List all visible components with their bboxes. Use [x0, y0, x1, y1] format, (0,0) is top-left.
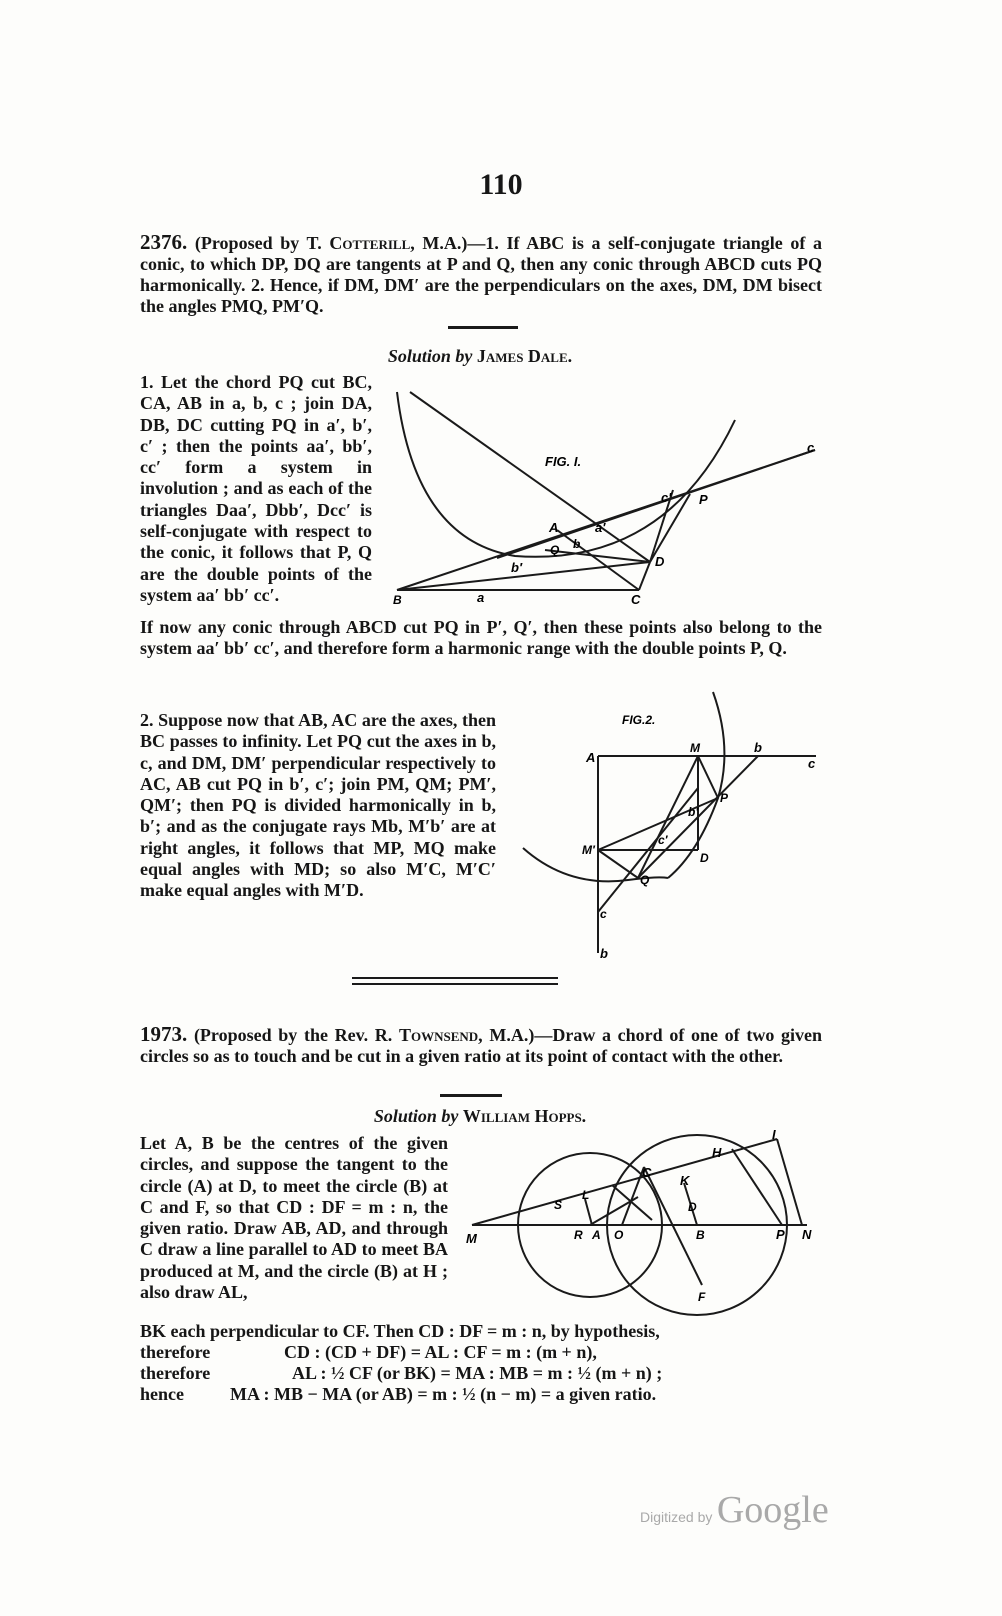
conic-arc — [397, 392, 735, 557]
eq3-label: hence — [140, 1384, 184, 1404]
eq2-label: therefore — [140, 1363, 211, 1383]
fig2-label-c-left: c — [600, 907, 607, 921]
problem-2376-statement — [140, 232, 822, 317]
problem-text: , M.A.)—1. If ABC is a self-conjugate triangle of a conic, to which DP, DQ are tangents at P and Q, then any conic through ABCD cuts PQ harmonically. 2. Hence, if DM, DM′ are the perpendiculars on the axes, DM, DM bisect the angles PMQ, PM′Q. — [140, 233, 823, 316]
solution-prefix: Solution by — [373, 1106, 463, 1126]
fig2-label-c-prime: c′ — [658, 833, 668, 847]
problem-intro: (Proposed by T. — [194, 233, 330, 253]
label-D: D — [655, 554, 665, 569]
eq3: MA : MB − MA (or AB) = m : ½ (n − m) = a given ratio. — [230, 1384, 657, 1404]
label-P: P — [699, 492, 708, 507]
label-B: B — [393, 593, 402, 607]
problem-intro: (Proposed by the Rev. R. — [193, 1025, 399, 1045]
fig2-label-b-prime: b′ — [688, 805, 699, 819]
solution-heading — [0, 346, 960, 367]
fig3-label-K: K — [680, 1173, 690, 1188]
solver-name: James Dale. — [476, 346, 573, 366]
fig2-label-b-bottom: b — [600, 946, 608, 961]
figure-3 — [462, 1125, 824, 1320]
fig3-label-F: F — [698, 1290, 706, 1304]
label-A: A — [549, 520, 559, 535]
page-number: 110 — [479, 168, 523, 201]
fig2-label-A: A — [586, 750, 596, 765]
fig3-label-R: R — [574, 1228, 583, 1242]
part1-text: 1. Let the chord PQ cut BC, CA, AB in a, b, c ; join DA, DB, DC cutting PQ in a′, b′, c′ ; then the points aa′, bb′, cc′ form a system in involution ; and as each of the triangles Daa′, Dbb′, Dcc′ is self-conjugate with respect to the conic, it follows that P, Q are the double points of the system aa′ bb′ cc′. — [140, 372, 372, 605]
solver-name: William Hopps. — [462, 1106, 587, 1126]
figure-1 — [385, 372, 825, 612]
problem-number: 2376. — [140, 230, 188, 254]
line-SL — [612, 1185, 652, 1220]
section-divider-bottom — [352, 983, 558, 985]
watermark-prefix: Digitized by — [640, 1509, 713, 1525]
divider — [440, 1094, 502, 1097]
fig2-label-c-top: c — [808, 756, 816, 771]
line-MI — [472, 1139, 777, 1225]
fig3-label-B: B — [696, 1228, 705, 1242]
fig2-label-D: D — [700, 851, 709, 865]
line-AL — [585, 1199, 592, 1225]
fig2-label-P: P — [720, 791, 729, 805]
solution-2-text: Let A, B be the centres of the given circles, and suppose the tangent to the circle (A) at D, to meet the circle (B) at C and F, so that CD : DF = m : n, the given ratio. Draw AB, AD, and through C draw a line parallel to AD to meet BA produced at M, and the circle (B) at H ; also draw AL, — [140, 1133, 448, 1303]
problem-1973-statement — [140, 1024, 822, 1067]
problem-author: Cotterill — [329, 233, 411, 253]
fig3-label-H: H — [712, 1145, 722, 1160]
fig3-label-C: C — [642, 1165, 652, 1180]
fig3-label-N: N — [802, 1227, 812, 1242]
problem-text: , M.A.)—Draw a chord of one of two given circles so as to touch and be cut in a given ratio at its point of contact with the other. — [140, 1025, 823, 1066]
fig2-label-b: b — [754, 740, 762, 755]
solution-2-continuation: BK each perpendicular to CF. Then CD : DF = m : n, by hypothesis, — [140, 1321, 660, 1341]
problem-number: 1973. — [140, 1022, 188, 1046]
fig1-caption: FIG. I. — [545, 454, 582, 469]
fig2-label-M-prime: M′ — [582, 843, 595, 857]
eq2: AL : ½ CF (or BK) = MA : MB = m : ½ (m + n) ; — [292, 1363, 663, 1383]
google-logo: Google — [716, 1489, 829, 1531]
label-b-prime: b′ — [511, 560, 523, 575]
label-c: c — [807, 440, 815, 455]
figure-2 — [518, 688, 828, 963]
label-C: C — [631, 592, 641, 607]
label-a-prime: a′ — [595, 520, 606, 535]
eq1-label: therefore — [140, 1342, 211, 1362]
fig3-label-M: M — [466, 1231, 477, 1246]
fig2-label-Q: Q — [640, 873, 650, 887]
fig2-label-M: M — [690, 741, 700, 755]
label-c-prime: c′ — [661, 490, 672, 505]
fig3-label-A: A — [592, 1228, 601, 1242]
fig3-label-O: O — [614, 1228, 624, 1242]
solution-prefix: Solution by — [387, 346, 477, 366]
part2-text: 2. Suppose now that AB, AC are the axes, then BC passes to infinity. Let PQ cut the axes in b, c, and DM, DM′ perpendicular respectively to AC, AB cut PQ in b′, c′; join PM, QM; PM′, QM′; then PQ is divided harmonically in b, b′; and as the conjugate rays Mb, M′b′ are at right angles, it follows that MP, MQ make equal angles with MD; so also M′C, M′C′ make equal angles with M′D. — [140, 710, 496, 901]
fig3-label-L: L — [582, 1188, 590, 1202]
fig2-caption: FIG.2. — [622, 713, 656, 727]
line-HP — [732, 1149, 782, 1225]
divider — [448, 326, 518, 329]
label-Q: Q — [550, 543, 560, 557]
line-M-prime-Q — [598, 850, 638, 878]
line-MP — [698, 756, 718, 798]
line-IN — [777, 1139, 802, 1225]
line-BD — [397, 562, 650, 590]
label-a: a — [477, 590, 485, 605]
digitized-watermark — [640, 1488, 829, 1532]
problem-author: Townsend — [398, 1025, 479, 1045]
fig3-label-P: P — [776, 1227, 785, 1242]
part1-continuation: If now any conic through ABCD cut PQ in P′, Q′, then these points also belong to the system aa′ bb′ cc′, and therefore form a harmonic range with the double points P, Q. — [140, 617, 822, 659]
eq1: CD : (CD + DF) = AL : CF = m : (m + n), — [284, 1342, 597, 1362]
fig3-label-S: S — [554, 1198, 563, 1212]
fig3-label-D: D — [688, 1200, 697, 1214]
solution-heading — [0, 1106, 960, 1127]
line-AD — [410, 392, 650, 562]
label-b: b — [573, 537, 581, 551]
section-divider-top — [352, 977, 558, 979]
fig3-label-I: I — [772, 1127, 776, 1142]
line-CD — [639, 562, 650, 590]
